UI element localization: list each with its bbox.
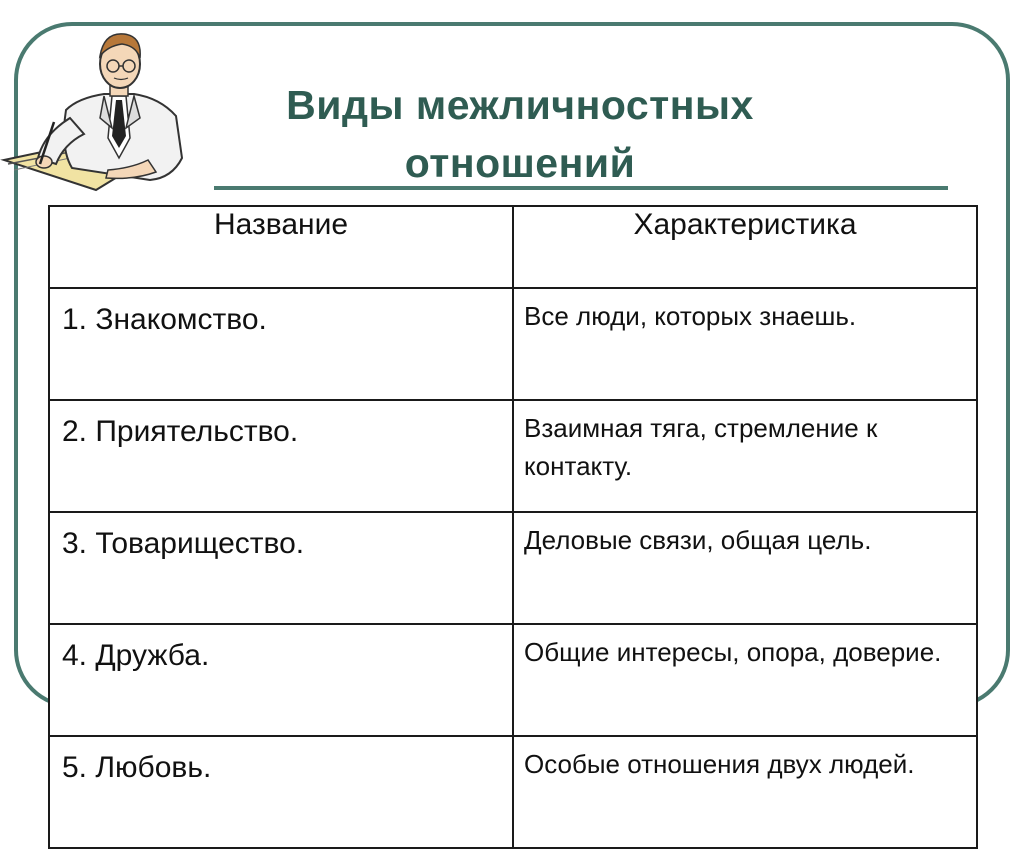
table-row (49, 400, 977, 512)
row-description: Деловые связи, общая цель. (513, 512, 977, 624)
title-line-1: Виды межличностных (286, 82, 754, 128)
row-description: Взаимная тяга, стремление к контакту. (513, 400, 977, 512)
table-row (49, 512, 977, 624)
table-row (49, 624, 977, 736)
header-characteristic: Характеристика (513, 206, 977, 288)
row-description: Все люди, которых знаешь. (513, 288, 977, 400)
row-name: 3. Товарищество. (49, 512, 513, 624)
title-underline (214, 186, 948, 190)
header-name: Название (49, 206, 513, 288)
row-description: Общие интересы, опора, доверие. (513, 624, 977, 736)
row-name: 5. Любовь. (49, 736, 513, 848)
row-description: Особые отношения двух людей. (513, 736, 977, 848)
row-name: 1. Знакомство. (49, 288, 513, 400)
scholar-writing-icon (0, 18, 215, 198)
table-header-row (49, 206, 977, 288)
title-line-2: отношений (404, 140, 636, 186)
relations-table (48, 205, 978, 849)
row-name: 2. Приятельство. (49, 400, 513, 512)
page-title (215, 76, 825, 192)
table-row (49, 736, 977, 848)
row-name: 4. Дружба. (49, 624, 513, 736)
table-row (49, 288, 977, 400)
